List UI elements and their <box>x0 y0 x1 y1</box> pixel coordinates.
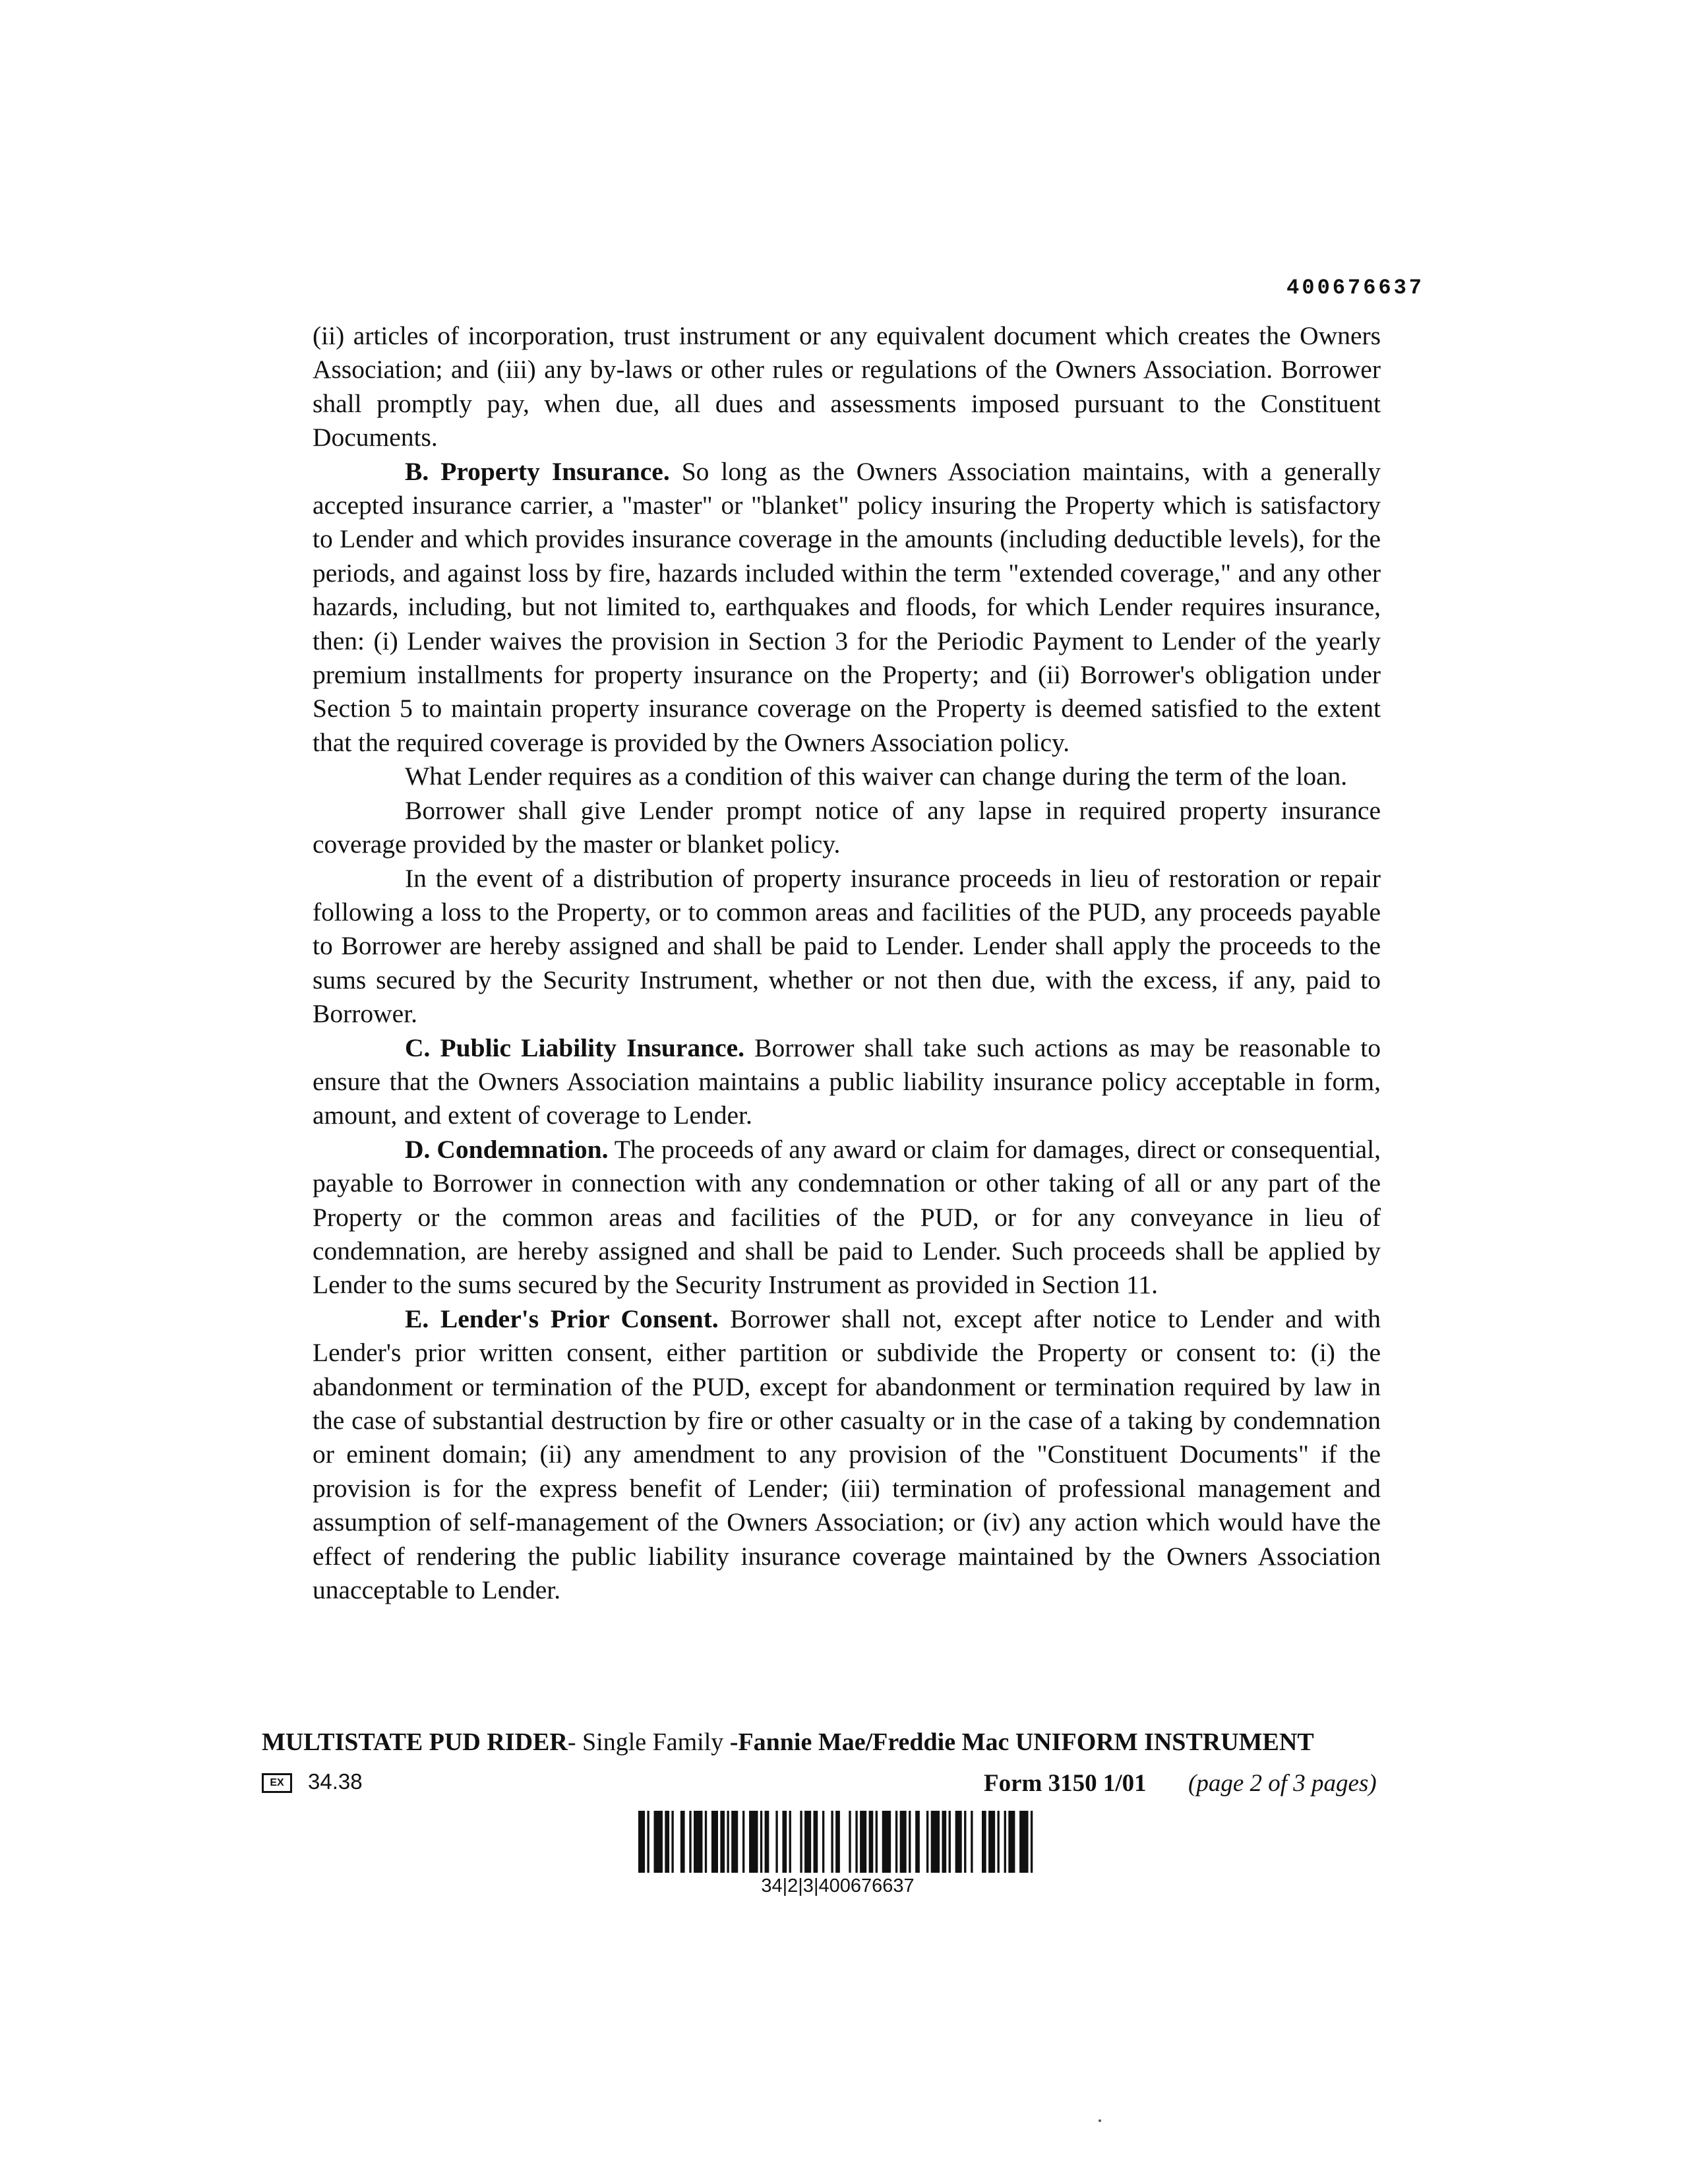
barcode-number: 34|2|3|400676637 <box>761 1875 915 1896</box>
section-b-heading: B. Property Insurance. <box>405 456 670 486</box>
form-info-row <box>262 1769 1418 1801</box>
section-b-property-insurance <box>313 455 1381 760</box>
section-b-text: So long as the Owners Association maintains, with a generally accepted insurance carrier, a "master" or "blanket" policy insuring the Property which is satisfactory to Lender and which provides insurance coverage in the amounts (including deductible levels), for the periods, and against loss by fire, hazards included within the term "extended coverage," and any other hazards, including, but not limited to, earthquakes and floods, for which Lender requires insurance, then: (i) Lender waives the provision in Section 3 for the Periodic Payment to Lender of the yearly premium installments for property insurance on the Property; and (ii) Borrower's obligation under Section 5 to maintain property insurance coverage on the Property is deemed satisfied to the extent that the required coverage is provided by the Owners Association policy. <box>313 456 1381 757</box>
loan-number: 400676637 <box>1286 276 1424 300</box>
section-e-heading: E. Lender's Prior Consent. <box>405 1304 719 1333</box>
section-e-lenders-consent <box>313 1302 1381 1608</box>
section-c-text: Borrower shall take such actions as may be reasonable to ensure that the Owners Association maintains a public liability insurance policy acceptable in form, amount, and extent of coverage to Lender. <box>313 1033 1381 1130</box>
paragraph-notice: Borrower shall give Lender prompt notice of any lapse in required property insurance coverage provided by the master or blanket policy. <box>313 795 1381 859</box>
publisher-logo-icon: EX <box>262 1773 292 1793</box>
form-title-rider: MULTISTATE PUD RIDER <box>262 1728 568 1756</box>
page-info: (page 2 of 3 pages) <box>1188 1770 1377 1797</box>
form-title-family: - Single Family <box>567 1728 730 1756</box>
paragraph-waiver: What Lender requires as a condition of this waiver can change during the term of the loan. <box>405 762 1348 791</box>
section-e-text: Borrower shall not, except after notice to Lender and with Lender's prior written consent, either partition or subdivide the Property or consent to: (i) the abandonment or termination of the PUD, except for abandonment or termination required by law in the case of substantial destruction by fire or other casualty or in the case of a taking by condemnation or eminent domain; (ii) any amendment to any provision of the "Constituent Documents" if the provision is for the express benefit of Lender; (iii) termination of professional management and assumption of self-management of the Owners Association; or (iv) any action which would have the effect of rendering the public liability insurance coverage maintained by the Owners Association unacceptable to Lender. <box>313 1304 1381 1605</box>
section-c-public-liability <box>313 1031 1381 1133</box>
paragraph-constituent-documents: (ii) articles of incorporation, trust instrument or any equivalent document which creates the Owners Association; and (iii) any by-laws or other rules or regulations of the Owners Association. Borrower shall promptly pay, when due, all dues and assessments imposed pursuant to the Constituent Documents. <box>313 321 1381 452</box>
form-code: 34.38 <box>308 1769 363 1794</box>
paragraph-distribution: In the event of a distribution of property insurance proceeds in lieu of restoration or repair following a loss to the Property, or to common areas and facilities of the PUD, any proceeds payable to Borrower are hereby assigned and shall be paid to Lender. Lender shall apply the proceeds to the sums secured by the Security Instrument, whether or not then due, with the excess, if any, paid to Borrower. <box>313 863 1381 1029</box>
form-title <box>262 1728 1314 1757</box>
barcode-icon <box>638 1811 1037 1873</box>
section-d-text: The proceeds of any award or claim for damages, direct or consequential, payable to Borrower in connection with any condemnation or other taking of all or any part of the Property or the common areas and facilities of the PUD, or for any conveyance in lieu of condemnation, are hereby assigned and shall be paid to Lender. Such proceeds shall be applied by Lender to the sums secured by the Security Instrument as provided in Section 11. <box>313 1134 1381 1300</box>
section-c-heading: C. Public Liability Insurance. <box>405 1033 745 1062</box>
form-title-instrument: -Fannie Mae/Freddie Mac UNIFORM INSTRUMENT <box>729 1728 1314 1756</box>
section-d-heading: D. Condemnation. <box>405 1134 609 1164</box>
scan-speck <box>1099 2119 1101 2122</box>
document-body <box>313 319 1381 1607</box>
section-d-condemnation <box>313 1133 1381 1302</box>
form-number: Form 3150 1/01 <box>984 1770 1147 1797</box>
